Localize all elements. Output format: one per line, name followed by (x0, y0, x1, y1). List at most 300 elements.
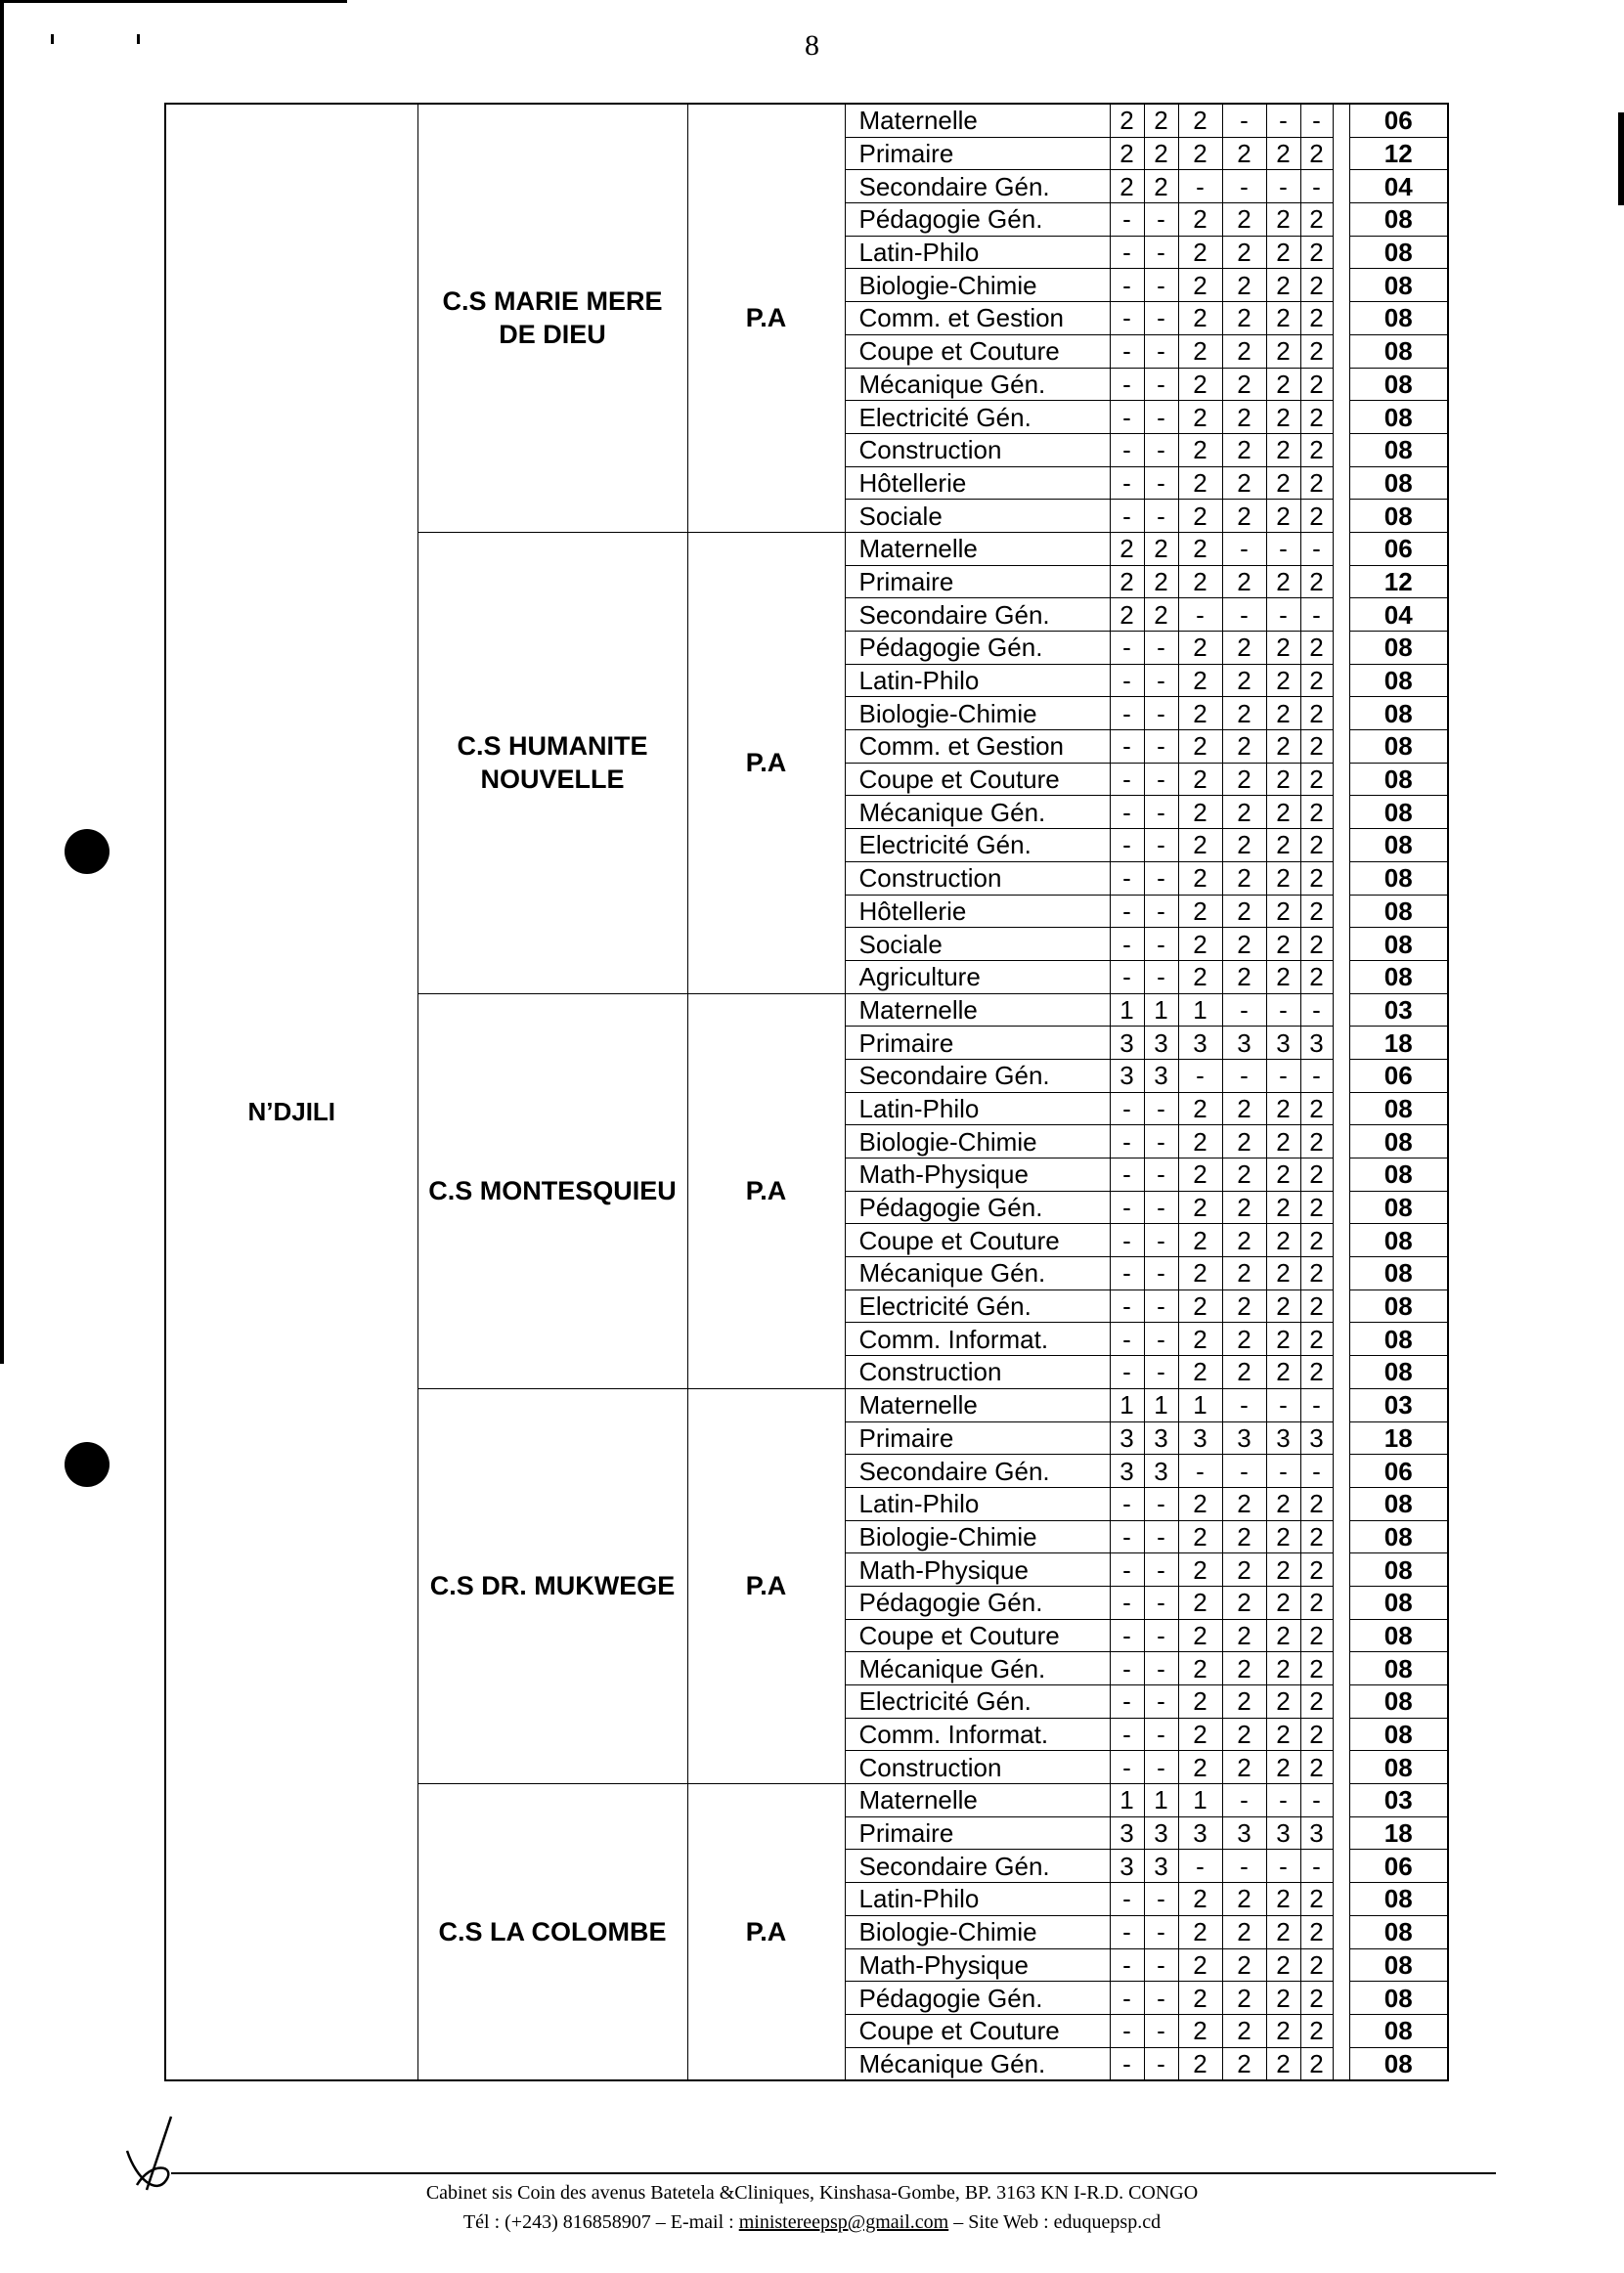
class-count-3: - (1178, 1850, 1222, 1883)
class-count-6: 3 (1300, 1421, 1333, 1455)
class-count-2: - (1144, 1356, 1178, 1389)
class-count-1: 3 (1110, 1421, 1144, 1455)
class-count-1: - (1110, 861, 1144, 895)
class-count-2: 1 (1144, 993, 1178, 1027)
spacer-cell (1333, 1125, 1349, 1158)
class-count-2: - (1144, 236, 1178, 269)
class-count-3: 2 (1178, 928, 1222, 961)
class-count-3: 2 (1178, 1356, 1222, 1389)
class-count-2: - (1144, 1158, 1178, 1192)
class-count-3: 2 (1178, 1553, 1222, 1587)
class-count-5: 2 (1266, 1553, 1300, 1587)
class-count-4: 2 (1222, 1883, 1266, 1916)
class-count-3: 2 (1178, 1586, 1222, 1619)
class-count-3: 3 (1178, 1027, 1222, 1060)
class-count-1: 3 (1110, 1850, 1144, 1883)
class-count-3: 1 (1178, 993, 1222, 1027)
class-count-6: 2 (1300, 928, 1333, 961)
row-total: 08 (1349, 1652, 1448, 1685)
footer-rule (171, 2172, 1496, 2174)
row-total: 08 (1349, 1092, 1448, 1125)
spacer-cell (1333, 796, 1349, 829)
row-total: 08 (1349, 1982, 1448, 2015)
row-total: 08 (1349, 1257, 1448, 1290)
class-count-2: - (1144, 2014, 1178, 2047)
section-name: Pédagogie Gén. (845, 1586, 1110, 1619)
spacer-cell (1333, 1883, 1349, 1916)
class-count-4: - (1222, 1784, 1266, 1817)
class-count-6: 2 (1300, 1158, 1333, 1192)
row-total: 18 (1349, 1421, 1448, 1455)
class-count-4: 2 (1222, 1125, 1266, 1158)
class-count-6: - (1300, 1455, 1333, 1488)
class-count-3: 2 (1178, 796, 1222, 829)
class-count-4: 2 (1222, 1586, 1266, 1619)
class-count-4: - (1222, 1850, 1266, 1883)
class-count-6: - (1300, 170, 1333, 203)
class-count-3: 2 (1178, 1323, 1222, 1356)
class-count-3: 1 (1178, 1388, 1222, 1421)
class-count-5: 2 (1266, 1982, 1300, 2015)
spacer-cell (1333, 334, 1349, 368)
spacer-cell (1333, 1388, 1349, 1421)
class-count-3: 2 (1178, 1619, 1222, 1652)
row-total: 08 (1349, 763, 1448, 796)
spacer-cell (1333, 1652, 1349, 1685)
section-name: Primaire (845, 1816, 1110, 1850)
class-count-1: - (1110, 1553, 1144, 1587)
class-count-6: 2 (1300, 763, 1333, 796)
spacer-cell (1333, 697, 1349, 730)
class-count-2: - (1144, 269, 1178, 302)
section-name: Maternelle (845, 532, 1110, 565)
footer-site: – Site Web : eduquepsp.cd (948, 2211, 1162, 2233)
class-count-6: 2 (1300, 1125, 1333, 1158)
section-name: Mécanique Gén. (845, 796, 1110, 829)
class-count-4: 2 (1222, 1652, 1266, 1685)
scan-dot (137, 34, 140, 44)
class-count-4: - (1222, 532, 1266, 565)
class-count-1: 2 (1110, 170, 1144, 203)
class-count-4: 2 (1222, 1191, 1266, 1224)
class-count-5: 3 (1266, 1421, 1300, 1455)
class-count-3: 2 (1178, 401, 1222, 434)
class-count-1: 1 (1110, 1784, 1144, 1817)
class-count-2: - (1144, 632, 1178, 665)
section-name: Comm. et Gestion (845, 302, 1110, 335)
class-count-1: - (1110, 2014, 1144, 2047)
class-count-2: - (1144, 466, 1178, 500)
class-count-4: 2 (1222, 1619, 1266, 1652)
section-name: Maternelle (845, 104, 1110, 137)
section-name: Coupe et Couture (845, 2014, 1110, 2047)
class-count-5: 2 (1266, 1224, 1300, 1257)
class-count-3: 2 (1178, 2047, 1222, 2080)
footer-email-link[interactable]: ministereepsp@gmail.com (738, 2211, 949, 2233)
section-name: Biologie-Chimie (845, 1520, 1110, 1553)
spacer-cell (1333, 598, 1349, 632)
spacer-cell (1333, 1816, 1349, 1850)
class-count-5: 2 (1266, 1356, 1300, 1389)
class-count-4: 2 (1222, 302, 1266, 335)
spacer-cell (1333, 1158, 1349, 1192)
class-count-4: 2 (1222, 1948, 1266, 1982)
class-count-2: 2 (1144, 532, 1178, 565)
class-count-4: 2 (1222, 1520, 1266, 1553)
section-name: Primaire (845, 565, 1110, 598)
row-total: 08 (1349, 1487, 1448, 1520)
row-total: 06 (1349, 1059, 1448, 1092)
class-count-3: 2 (1178, 104, 1222, 137)
class-count-4: - (1222, 993, 1266, 1027)
class-count-5: 2 (1266, 1323, 1300, 1356)
class-count-4: 2 (1222, 895, 1266, 928)
section-name: Construction (845, 433, 1110, 466)
class-count-1: - (1110, 829, 1144, 862)
class-count-1: - (1110, 1586, 1144, 1619)
class-count-5: 2 (1266, 697, 1300, 730)
class-count-5: 2 (1266, 763, 1300, 796)
class-count-4: 2 (1222, 1685, 1266, 1719)
class-count-1: - (1110, 1257, 1144, 1290)
class-count-2: - (1144, 697, 1178, 730)
section-name: Latin-Philo (845, 1092, 1110, 1125)
class-count-1: - (1110, 368, 1144, 401)
class-count-6: 2 (1300, 1487, 1333, 1520)
class-count-1: 2 (1110, 598, 1144, 632)
spacer-cell (1333, 829, 1349, 862)
class-count-4: 2 (1222, 500, 1266, 533)
row-total: 06 (1349, 1850, 1448, 1883)
class-count-1: - (1110, 1619, 1144, 1652)
section-name: Biologie-Chimie (845, 269, 1110, 302)
class-count-6: 2 (1300, 1718, 1333, 1751)
class-count-5: - (1266, 598, 1300, 632)
class-count-4: 2 (1222, 203, 1266, 237)
class-count-4: 2 (1222, 1356, 1266, 1389)
class-count-2: - (1144, 1915, 1178, 1948)
class-count-4: 2 (1222, 1224, 1266, 1257)
spacer-cell (1333, 137, 1349, 170)
class-count-5: 2 (1266, 928, 1300, 961)
class-count-1: - (1110, 1191, 1144, 1224)
spacer-cell (1333, 565, 1349, 598)
class-count-2: - (1144, 763, 1178, 796)
spacer-cell (1333, 1685, 1349, 1719)
row-total: 08 (1349, 500, 1448, 533)
class-count-1: - (1110, 1487, 1144, 1520)
row-total: 08 (1349, 1915, 1448, 1948)
class-count-2: 3 (1144, 1850, 1178, 1883)
school-regime: P.A (687, 104, 845, 532)
class-count-4: 2 (1222, 433, 1266, 466)
section-name: Math-Physique (845, 1158, 1110, 1192)
spacer-cell (1333, 1553, 1349, 1587)
class-count-5: 3 (1266, 1816, 1300, 1850)
school-name: C.S MARIE MERE DE DIEU (417, 104, 687, 532)
class-count-2: - (1144, 1948, 1178, 1982)
class-count-3: 2 (1178, 334, 1222, 368)
class-count-6: 2 (1300, 2047, 1333, 2080)
class-count-6: 2 (1300, 861, 1333, 895)
spacer-cell (1333, 1356, 1349, 1389)
class-count-5: 2 (1266, 1948, 1300, 1982)
class-count-4: 2 (1222, 1718, 1266, 1751)
class-count-6: 2 (1300, 1553, 1333, 1587)
section-name: Electricité Gén. (845, 401, 1110, 434)
spacer-cell (1333, 1027, 1349, 1060)
row-total: 12 (1349, 137, 1448, 170)
class-count-1: - (1110, 1125, 1144, 1158)
class-count-3: - (1178, 598, 1222, 632)
row-total: 08 (1349, 960, 1448, 993)
section-name: Latin-Philo (845, 1883, 1110, 1916)
class-count-5: - (1266, 993, 1300, 1027)
spacer-cell (1333, 1191, 1349, 1224)
class-count-2: - (1144, 1487, 1178, 1520)
class-count-6: 3 (1300, 1816, 1333, 1850)
class-count-3: 2 (1178, 565, 1222, 598)
class-count-3: 2 (1178, 1520, 1222, 1553)
class-count-1: - (1110, 632, 1144, 665)
class-count-5: - (1266, 1059, 1300, 1092)
class-count-6: - (1300, 532, 1333, 565)
spacer-cell (1333, 1619, 1349, 1652)
row-total: 08 (1349, 895, 1448, 928)
class-count-5: 2 (1266, 1685, 1300, 1719)
row-total: 08 (1349, 302, 1448, 335)
class-count-4: 2 (1222, 269, 1266, 302)
row-total: 08 (1349, 1948, 1448, 1982)
class-count-2: 2 (1144, 104, 1178, 137)
class-count-4: 2 (1222, 829, 1266, 862)
class-count-5: 2 (1266, 565, 1300, 598)
spacer-cell (1333, 1915, 1349, 1948)
section-name: Biologie-Chimie (845, 1125, 1110, 1158)
row-total: 04 (1349, 598, 1448, 632)
spacer-cell (1333, 1751, 1349, 1784)
class-count-3: 2 (1178, 1915, 1222, 1948)
class-count-6: 2 (1300, 664, 1333, 697)
class-count-1: - (1110, 236, 1144, 269)
section-name: Sociale (845, 928, 1110, 961)
row-total: 06 (1349, 1455, 1448, 1488)
spacer-cell (1333, 2047, 1349, 2080)
class-count-5: 2 (1266, 664, 1300, 697)
class-count-3: 2 (1178, 1092, 1222, 1125)
section-name: Mécanique Gén. (845, 2047, 1110, 2080)
class-count-3: 2 (1178, 697, 1222, 730)
class-count-4: 2 (1222, 1158, 1266, 1192)
class-count-6: 3 (1300, 1027, 1333, 1060)
section-name: Agriculture (845, 960, 1110, 993)
spacer-cell (1333, 1092, 1349, 1125)
class-count-1: - (1110, 334, 1144, 368)
row-total: 08 (1349, 401, 1448, 434)
class-count-3: 3 (1178, 1816, 1222, 1850)
class-count-4: 2 (1222, 1323, 1266, 1356)
class-count-4: 3 (1222, 1816, 1266, 1850)
spacer-cell (1333, 993, 1349, 1027)
class-count-5: 2 (1266, 1125, 1300, 1158)
class-count-5: 2 (1266, 334, 1300, 368)
class-count-3: 3 (1178, 1421, 1222, 1455)
row-total: 08 (1349, 368, 1448, 401)
class-count-1: 3 (1110, 1059, 1144, 1092)
class-count-1: - (1110, 895, 1144, 928)
spacer-cell (1333, 1059, 1349, 1092)
spacer-cell (1333, 1784, 1349, 1817)
class-count-3: 2 (1178, 763, 1222, 796)
row-total: 08 (1349, 1356, 1448, 1389)
spacer-cell (1333, 928, 1349, 961)
class-count-4: 2 (1222, 137, 1266, 170)
spacer-cell (1333, 1421, 1349, 1455)
spacer-cell (1333, 1586, 1349, 1619)
spacer-cell (1333, 2014, 1349, 2047)
spacer-cell (1333, 466, 1349, 500)
section-name: Construction (845, 861, 1110, 895)
class-count-4: 2 (1222, 632, 1266, 665)
class-count-3: 2 (1178, 368, 1222, 401)
school-name: C.S MONTESQUIEU (417, 993, 687, 1388)
row-total: 08 (1349, 829, 1448, 862)
spacer-cell (1333, 1850, 1349, 1883)
class-count-5: - (1266, 104, 1300, 137)
class-count-2: - (1144, 730, 1178, 764)
class-count-6: 2 (1300, 203, 1333, 237)
spacer-cell (1333, 203, 1349, 237)
section-name: Pédagogie Gén. (845, 1191, 1110, 1224)
spacer-cell (1333, 433, 1349, 466)
section-name: Coupe et Couture (845, 1619, 1110, 1652)
class-count-5: 2 (1266, 2047, 1300, 2080)
class-count-2: 2 (1144, 170, 1178, 203)
class-count-5: 2 (1266, 500, 1300, 533)
class-count-5: - (1266, 1455, 1300, 1488)
class-count-6: 2 (1300, 1323, 1333, 1356)
class-count-2: - (1144, 1289, 1178, 1323)
spacer-cell (1333, 1323, 1349, 1356)
spacer-cell (1333, 632, 1349, 665)
row-total: 08 (1349, 697, 1448, 730)
class-count-3: 2 (1178, 632, 1222, 665)
class-count-6: 2 (1300, 401, 1333, 434)
row-total: 08 (1349, 2014, 1448, 2047)
row-total: 08 (1349, 1586, 1448, 1619)
class-count-3: 2 (1178, 829, 1222, 862)
class-count-1: 2 (1110, 104, 1144, 137)
row-total: 08 (1349, 1718, 1448, 1751)
class-count-5: 2 (1266, 2014, 1300, 2047)
class-count-4: - (1222, 170, 1266, 203)
class-count-2: - (1144, 861, 1178, 895)
class-count-4: - (1222, 598, 1266, 632)
class-count-1: - (1110, 1356, 1144, 1389)
class-count-6: - (1300, 993, 1333, 1027)
school-regime: P.A (687, 993, 845, 1388)
spacer-cell (1333, 1718, 1349, 1751)
class-count-2: - (1144, 1619, 1178, 1652)
row-total: 08 (1349, 466, 1448, 500)
class-count-6: 2 (1300, 1982, 1333, 2015)
class-count-5: 2 (1266, 1520, 1300, 1553)
class-count-6: 2 (1300, 1883, 1333, 1916)
class-count-2: - (1144, 1257, 1178, 1290)
class-count-3: - (1178, 1455, 1222, 1488)
class-count-1: - (1110, 1948, 1144, 1982)
class-count-6: 2 (1300, 269, 1333, 302)
spacer-cell (1333, 368, 1349, 401)
section-name: Pédagogie Gén. (845, 1982, 1110, 2015)
class-count-5: 2 (1266, 960, 1300, 993)
class-count-6: 2 (1300, 565, 1333, 598)
spacer-cell (1333, 401, 1349, 434)
class-count-4: 2 (1222, 960, 1266, 993)
class-count-5: 2 (1266, 433, 1300, 466)
class-count-1: - (1110, 1092, 1144, 1125)
row-total: 06 (1349, 532, 1448, 565)
class-count-5: - (1266, 1784, 1300, 1817)
class-count-6: 2 (1300, 137, 1333, 170)
row-total: 08 (1349, 236, 1448, 269)
class-count-3: 2 (1178, 960, 1222, 993)
class-count-3: 2 (1178, 433, 1222, 466)
class-count-1: - (1110, 1289, 1144, 1323)
class-count-2: 3 (1144, 1455, 1178, 1488)
class-count-6: 2 (1300, 368, 1333, 401)
row-total: 08 (1349, 1224, 1448, 1257)
class-count-1: - (1110, 1685, 1144, 1719)
class-count-1: - (1110, 269, 1144, 302)
row-total: 08 (1349, 1520, 1448, 1553)
row-total: 12 (1349, 565, 1448, 598)
class-count-2: 1 (1144, 1388, 1178, 1421)
class-count-6: 2 (1300, 1652, 1333, 1685)
class-count-2: - (1144, 334, 1178, 368)
class-count-6: 2 (1300, 1619, 1333, 1652)
class-count-6: - (1300, 1784, 1333, 1817)
spacer-cell (1333, 1948, 1349, 1982)
class-count-5: 2 (1266, 632, 1300, 665)
class-count-2: - (1144, 1092, 1178, 1125)
section-name: Secondaire Gén. (845, 598, 1110, 632)
spacer-cell (1333, 236, 1349, 269)
scan-edge-line (0, 0, 4, 1364)
class-count-3: 2 (1178, 895, 1222, 928)
class-count-5: 2 (1266, 466, 1300, 500)
class-count-1: - (1110, 1718, 1144, 1751)
class-count-4: 2 (1222, 1092, 1266, 1125)
footer-address: Cabinet sis Coin des avenus Batetela &Cliniques, Kinshasa-Gombe, BP. 3163 KN I-R.D. CONGO (425, 2182, 1199, 2204)
section-name: Pédagogie Gén. (845, 632, 1110, 665)
class-count-1: - (1110, 960, 1144, 993)
class-count-5: 3 (1266, 1027, 1300, 1060)
scan-top-line (0, 0, 347, 3)
class-count-6: 2 (1300, 433, 1333, 466)
class-count-3: 2 (1178, 1948, 1222, 1982)
row-total: 08 (1349, 928, 1448, 961)
class-count-4: 2 (1222, 1289, 1266, 1323)
section-name: Mécanique Gén. (845, 1257, 1110, 1290)
class-count-6: 2 (1300, 1520, 1333, 1553)
section-name: Secondaire Gén. (845, 1059, 1110, 1092)
school-regime: P.A (687, 1784, 845, 2081)
class-count-2: 3 (1144, 1421, 1178, 1455)
class-count-3: 2 (1178, 1751, 1222, 1784)
section-name: Maternelle (845, 1784, 1110, 1817)
class-count-5: 2 (1266, 1092, 1300, 1125)
